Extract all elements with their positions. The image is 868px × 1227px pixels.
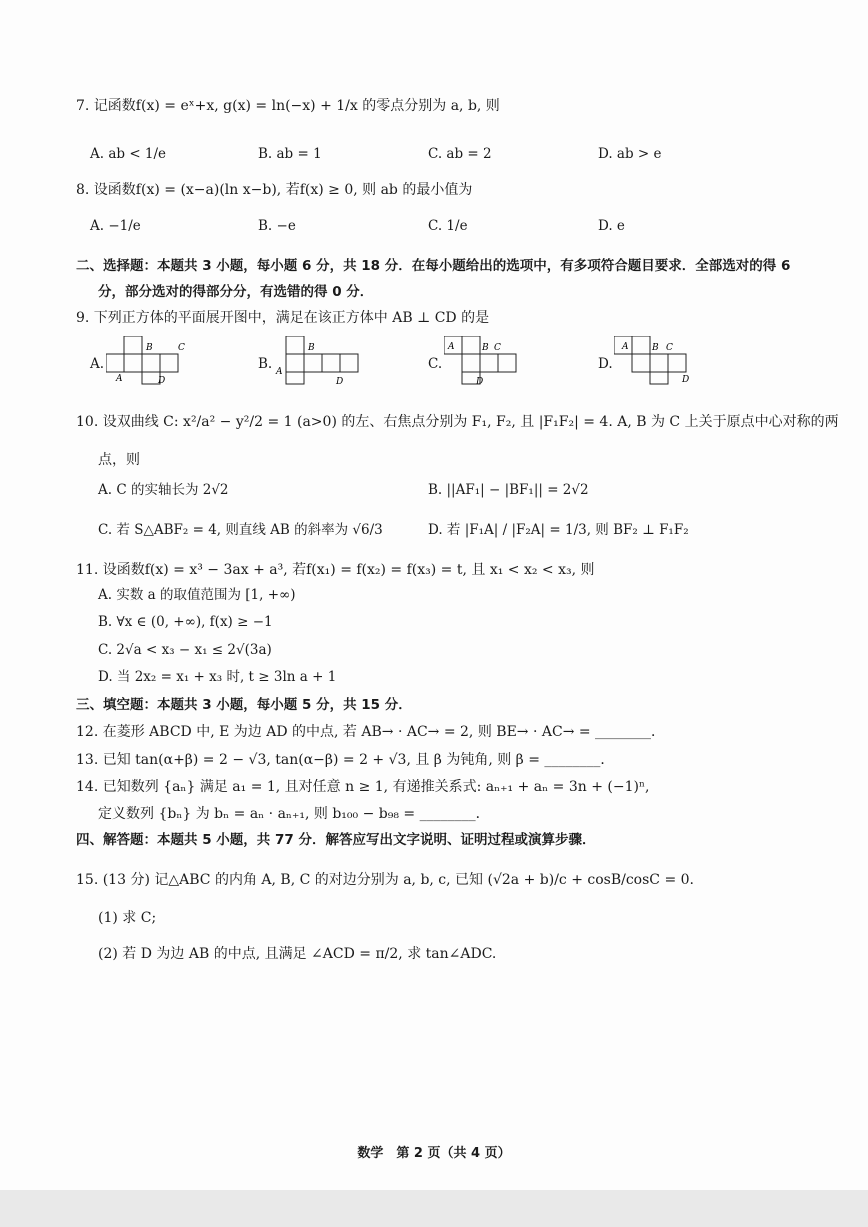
q8-option-c: C. 1/e	[428, 218, 468, 234]
q9-a-label-a: A	[116, 374, 123, 384]
q8-option-a: A. −1/e	[90, 218, 141, 234]
scan-bottom-shade	[0, 1190, 868, 1227]
q9-c-label-c: C	[494, 343, 501, 353]
q9-net-d	[614, 336, 714, 388]
q11-option-c: C. 2√a < x₃ − x₁ ≤ 2√(3a)	[98, 642, 272, 658]
q9-option-c-label: C.	[428, 356, 443, 372]
q12-text: 12. 在菱形 ABCD 中, E 为边 AD 的中点, 若 AB→ · AC→ = 2, 则 BE→ · AC→ = ________．	[76, 724, 666, 740]
section2-heading-line2: 分，部分选对的得部分分，有选错的得 0 分．	[98, 284, 374, 300]
q15-part2: (2) 若 D 为边 AB 的中点, 且满足 ∠ACD = π/2, 求 tan∠ADC.	[98, 946, 497, 962]
q9-d-label-b: B	[652, 343, 659, 353]
q9-a-label-c: C	[178, 343, 185, 353]
q9-d-label-c: C	[666, 343, 673, 353]
q15-part1: (1) 求 C;	[98, 910, 157, 926]
q9-b-label-a: A	[276, 367, 283, 377]
q9-stem: 9. 下列正方体的平面展开图中，满足在该正方体中 AB ⊥ CD 的是	[76, 310, 490, 326]
q9-a-label-b: B	[146, 343, 153, 353]
q14-line1: 14. 已知数列 {aₙ} 满足 a₁ = 1, 且对任意 n ≥ 1, 有递推关系式: aₙ₊₁ + aₙ = 3n + (−1)ⁿ,	[76, 779, 650, 795]
q14-line2: 定义数列 {bₙ} 为 bₙ = aₙ · aₙ₊₁, 则 b₁₀₀ − b₉₈ = ________．	[98, 806, 490, 822]
q9-b-label-d: D	[336, 377, 344, 387]
q7-option-b: B. ab = 1	[258, 146, 322, 162]
q10-option-b: B. ||AF₁| − |BF₁|| = 2√2	[428, 482, 589, 498]
q9-option-b-label: B.	[258, 356, 273, 372]
q8-stem: 8. 设函数f(x) = (x−a)(ln x−b), 若f(x) ≥ 0, 则 ab 的最小值为	[76, 182, 473, 198]
section2-heading-line1: 二、选择题：本题共 3 小题，每小题 6 分，共 18 分．在每小题给出的选项中，有多项符合题目要求．全部选对的得 6	[76, 258, 791, 274]
q10-option-a: A. C 的实轴长为 2√2	[98, 482, 229, 498]
q9-net-a	[106, 336, 206, 388]
q8-option-b: B. −e	[258, 218, 296, 234]
section4-heading: 四、解答题：本题共 5 小题，共 77 分．解答应写出文字说明、证明过程或演算步骤．	[76, 832, 596, 848]
q8-option-d: D. e	[598, 218, 625, 234]
q11-option-b: B. ∀x ∈ (0, +∞), f(x) ≥ −1	[98, 614, 273, 630]
q9-net-c	[444, 336, 544, 388]
q9-c-label-a: A	[448, 342, 455, 352]
q10-option-c: C. 若 S△ABF₂ = 4, 则直线 AB 的斜率为 √6/3	[98, 522, 383, 538]
q9-option-a-label: A.	[90, 356, 105, 372]
q9-a-label-d: D	[158, 376, 166, 386]
q7-option-d: D. ab > e	[598, 146, 662, 162]
q7-option-a: A. ab < 1/e	[90, 146, 167, 162]
q11-stem: 11. 设函数f(x) = x³ − 3ax + a³, 若f(x₁) = f(x₂) = f(x₃) = t, 且 x₁ < x₂ < x₃, 则	[76, 562, 595, 578]
q7-stem: 7. 记函数f(x) = eˣ+x, g(x) = ln(−x) + 1/x 的零点分别为 a, b, 则	[76, 98, 500, 114]
q9-b-label-b: B	[308, 343, 315, 353]
q9-option-d-label: D.	[598, 356, 613, 372]
q11-option-a: A. 实数 a 的取值范围为 [1, +∞)	[98, 587, 296, 603]
q9-d-label-a: A	[622, 342, 629, 352]
q15-stem: 15. (13 分) 记△ABC 的内角 A, B, C 的对边分别为 a, b, c, 已知 (√2a + b)/c + cosB/cosC = 0.	[76, 872, 694, 888]
section3-heading: 三、填空题：本题共 3 小题，每小题 5 分，共 15 分．	[76, 697, 412, 713]
q13-text: 13. 已知 tan(α+β) = 2 − √3, tan(α−β) = 2 + √3, 且 β 为钝角, 则 β = ________．	[76, 752, 615, 768]
q10-option-d: D. 若 |F₁A| / |F₂A| = 1/3, 则 BF₂ ⊥ F₁F₂	[428, 522, 689, 538]
q9-c-label-b: B	[482, 343, 489, 353]
q11-option-d: D. 当 2x₂ = x₁ + x₃ 时, t ≥ 3ln a + 1	[98, 669, 337, 685]
q10-stem-line2: 点，则	[98, 452, 140, 468]
q9-c-label-d: D	[476, 377, 484, 387]
q9-d-label-d: D	[682, 375, 690, 385]
q9-net-b	[274, 336, 374, 388]
page-footer: 数学 第 2 页（共 4 页）	[357, 1146, 511, 1161]
q10-stem-line1: 10. 设双曲线 C: x²/a² − y²/2 = 1 (a>0) 的左、右焦点分别为 F₁, F₂, 且 |F₁F₂| = 4. A, B 为 C 上关于原点中心对称的两	[76, 414, 839, 430]
q7-option-c: C. ab = 2	[428, 146, 492, 162]
